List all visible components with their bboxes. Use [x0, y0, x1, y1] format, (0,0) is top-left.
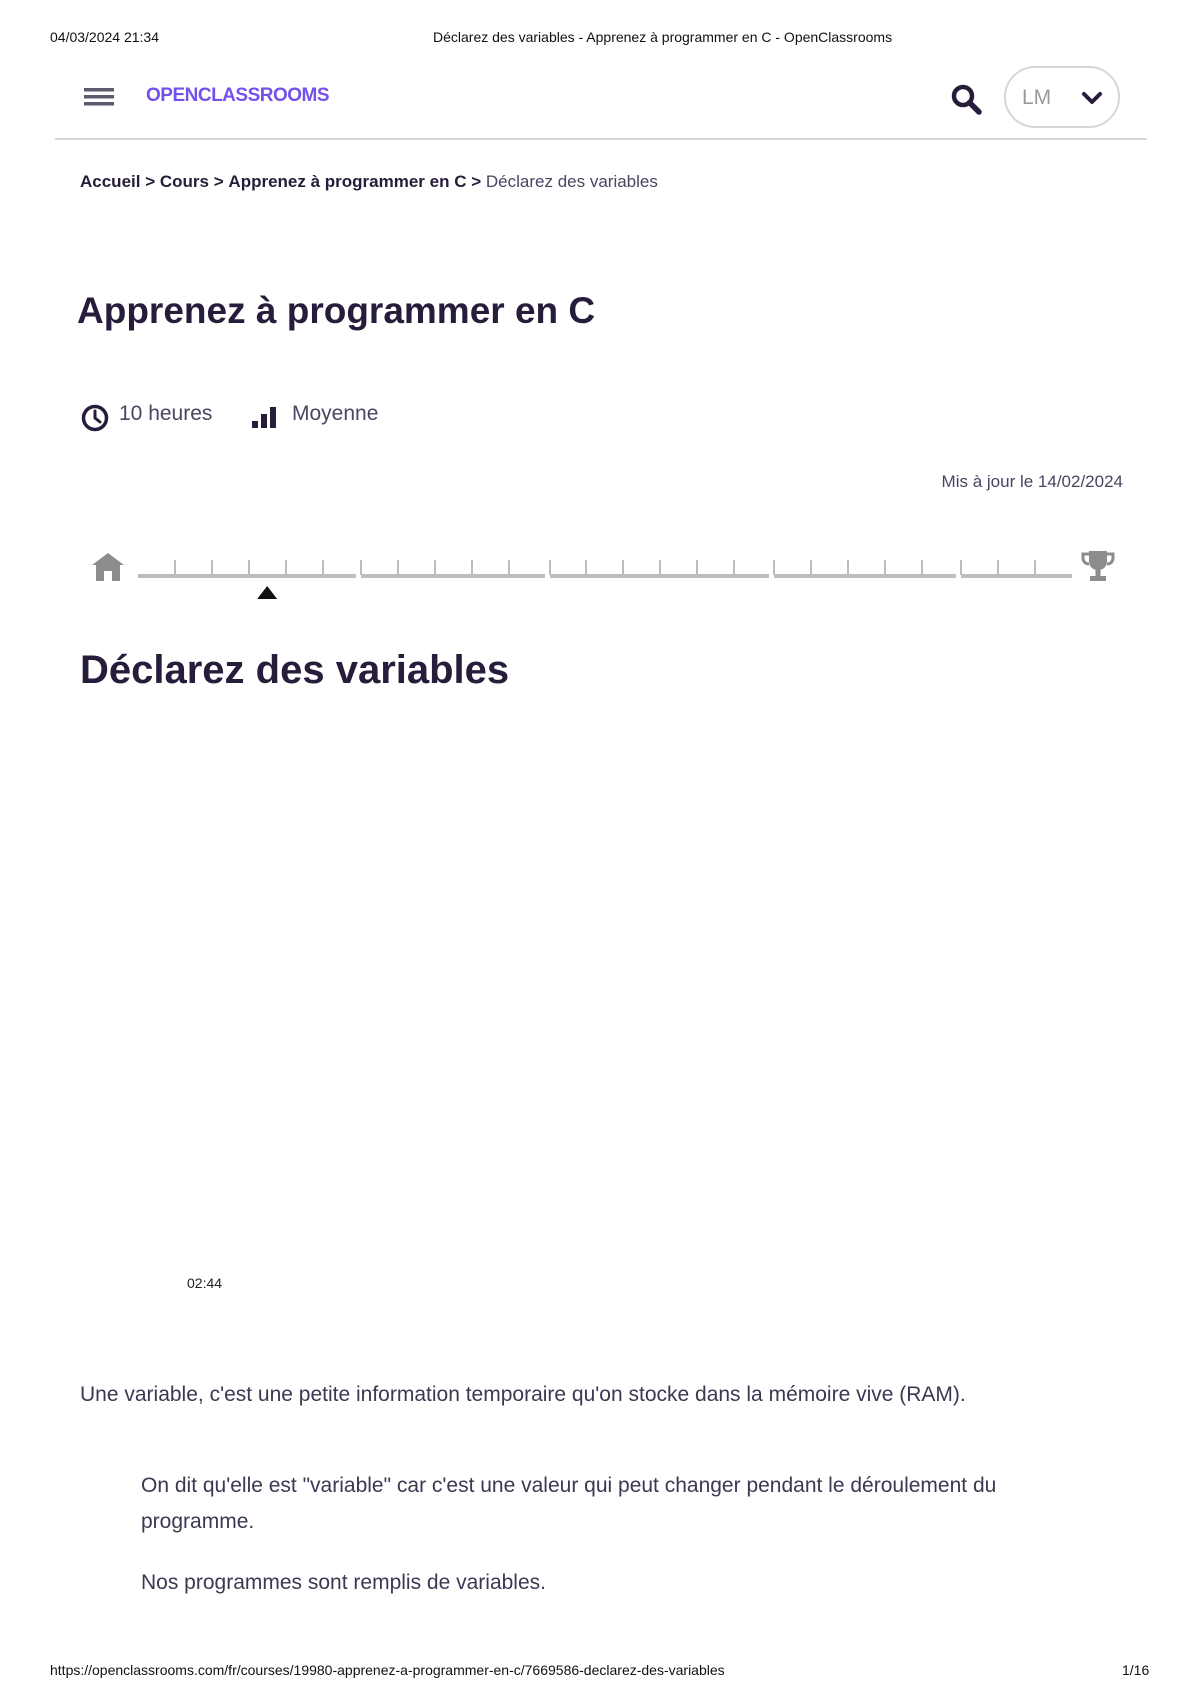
current-chapter-marker: [257, 586, 277, 599]
print-datetime: 04/03/2024 21:34: [50, 29, 159, 45]
progress-ticks: [175, 560, 1035, 575]
video-duration: 02:44: [187, 1275, 223, 1291]
intro-paragraph: Une variable, c'est une petite information temporaire qu'on stocke dans la mémoire vive (RAM).: [80, 1383, 966, 1406]
breadcrumb-link-course[interactable]: Apprenez à programmer en C: [228, 172, 467, 191]
difficulty-icon: [252, 405, 278, 429]
breadcrumb-current: Déclarez des variables: [485, 172, 658, 191]
video-player[interactable]: [80, 720, 1120, 1310]
chevron-down-icon: [1081, 89, 1103, 107]
print-url: https://openclassrooms.com/fr/courses/19980-apprenez-a-programmer-en-c/7669586-declarez-des-variables: [50, 1662, 725, 1678]
clock-icon: [80, 403, 110, 433]
course-title: Apprenez à programmer en C: [77, 290, 596, 331]
print-page-title: Déclarez des variables - Apprenez à programmer en C - OpenClassrooms: [433, 29, 893, 45]
course-progress-track: [136, 560, 1074, 604]
avatar-initials: LM: [1022, 86, 1052, 109]
breadcrumb-separator: >: [471, 172, 482, 191]
breadcrumb: [80, 172, 658, 192]
progress-segments: [138, 574, 1072, 578]
breadcrumb-separator: >: [145, 172, 156, 191]
course-level: Moyenne: [292, 402, 379, 425]
brand-logo[interactable]: OPENCLASSROOMS: [146, 85, 330, 106]
course-updated-date: Mis à jour le 14/02/2024: [941, 472, 1123, 491]
breadcrumb-link-courses[interactable]: Cours: [159, 172, 210, 191]
breadcrumb-link-home[interactable]: Accueil: [80, 172, 141, 191]
search-icon[interactable]: [950, 83, 984, 117]
course-home-icon[interactable]: [90, 550, 126, 584]
course-duration: 10 heures: [119, 402, 213, 425]
callout-paragraph-2: Nos programmes sont remplis de variables.: [141, 1571, 546, 1594]
user-menu-button[interactable]: [1004, 66, 1120, 128]
callout-paragraph: On dit qu'elle est "variable" car c'est une valeur qui peut changer pendant le déroulement du programme.: [141, 1474, 997, 1533]
header-divider: [55, 138, 1147, 140]
breadcrumb-separator: >: [213, 172, 224, 191]
menu-icon[interactable]: [84, 86, 114, 108]
trophy-icon[interactable]: [1080, 548, 1116, 584]
print-page-number: 1/16: [1122, 1662, 1150, 1678]
chapter-title: Déclarez des variables: [80, 648, 510, 692]
